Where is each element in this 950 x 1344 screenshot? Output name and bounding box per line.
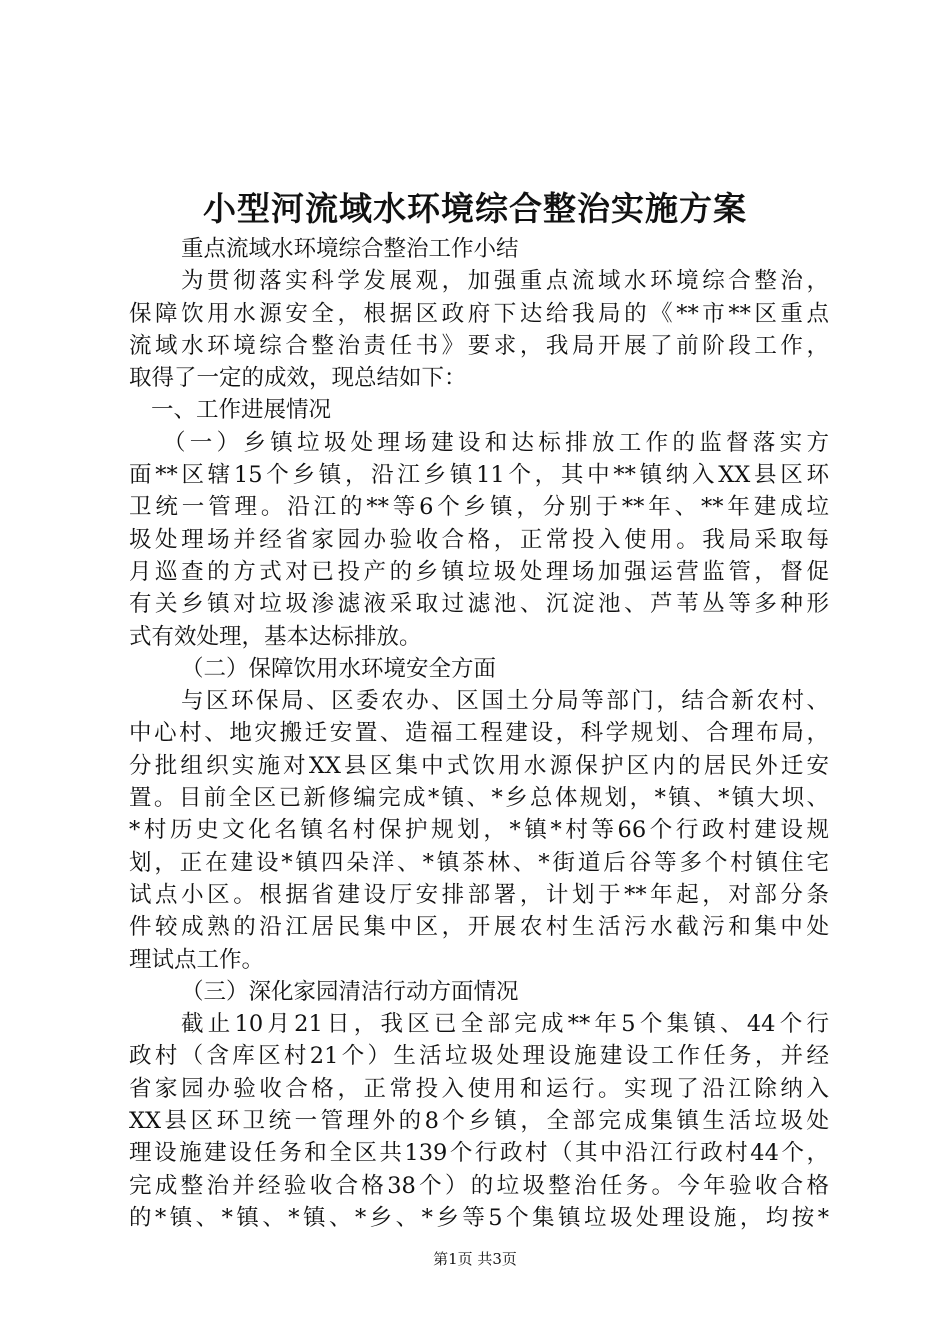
paragraph-line: 取得了一定的成效，现总结如下：	[129, 365, 467, 392]
paragraph-line: 为贯彻落实科学发展观，加强重点流域水环境综合整治，	[181, 268, 829, 295]
paragraph-line: 的*镇、*镇、*镇、*乡、*乡等5个集镇垃圾处理设施，均按*	[129, 1204, 829, 1231]
paragraph-line: 理试点工作。	[129, 946, 265, 973]
paragraph-line: 卫统一管理。沿江的**等6个乡镇，分别于**年、**年建成垃	[129, 494, 829, 521]
document-title: 小型河流域水环境综合整治实施方案	[203, 189, 747, 228]
paragraph-line: （一）乡镇垃圾处理场建设和达标排放工作的监督落实方	[163, 429, 829, 456]
paragraph-line: 分批组织实施对XX县区集中式饮用水源保护区内的居民外迁安	[129, 752, 829, 779]
paragraph-line: 保障饮用水源安全，根据区政府下达给我局的《**市**区重点	[129, 300, 829, 327]
section-heading: 一、工作进展情况	[151, 397, 332, 424]
paragraph-line: 有关乡镇对垃圾渗滤液采取过滤池、沉淀池、芦苇丛等多种形	[129, 591, 829, 618]
paragraph-line: 与区环保局、区委农办、区国土分局等部门，结合新农村、	[181, 688, 829, 715]
paragraph-line: 省家园办验收合格，正常投入使用和运行。实现了沿江除纳入	[129, 1075, 829, 1102]
paragraph-line: XX县区环卫统一管理外的8个乡镇，全部完成集镇生活垃圾处	[129, 1108, 829, 1135]
subsection-heading: （二）保障饮用水环境安全方面	[181, 655, 497, 682]
paragraph-line: 流域水环境综合整治责任书》要求，我局开展了前阶段工作，	[129, 332, 829, 359]
paragraph-line: 试点小区。根据省建设厅安排部署，计划于**年起，对部分条	[129, 881, 829, 908]
paragraph-line: 中心村、地灾搬迁安置、造福工程建设，科学规划、合理布局，	[129, 720, 829, 747]
paragraph-line: 件较成熟的沿江居民集中区，开展农村生活污水截污和集中处	[129, 914, 829, 941]
paragraph-line: 置。目前全区已新修编完成*镇、*乡总体规划，*镇、*镇大坝、	[129, 785, 829, 812]
paragraph-line: 政村（含库区村21个）生活垃圾处理设施建设工作任务，并经	[129, 1043, 829, 1070]
paragraph-line: 截止10月21日，我区已全部完成**年5个集镇、44个行	[181, 1011, 829, 1038]
paragraph-line: 式有效处理，基本达标排放。	[129, 623, 422, 650]
document-body	[129, 233, 829, 1234]
paragraph-line: 圾处理场并经省家园办验收合格，正常投入使用。我局采取每	[129, 526, 829, 553]
paragraph-line: 划，正在建设*镇四朵洋、*镇茶林、*街道后谷等多个村镇住宅	[129, 849, 829, 876]
paragraph-line: 月巡查的方式对已投产的乡镇垃圾处理场加强运营监管，督促	[129, 558, 829, 585]
page-footer: 第1页 共3页	[433, 1250, 517, 1268]
paragraph-line: 面**区辖15个乡镇，沿江乡镇11个，其中**镇纳入XX县区环	[129, 462, 829, 489]
paragraph-line: *村历史文化名镇名村保护规划，*镇*村等66个行政村建设规	[129, 817, 829, 844]
paragraph-line: 理设施建设任务和全区共139个行政村（其中沿江行政村44个，	[129, 1140, 829, 1167]
paragraph-line: 完成整治并经验收合格38个）的垃圾整治任务。今年验收合格	[129, 1172, 829, 1199]
subsection-heading: （三）深化家园清洁行动方面情况	[181, 978, 519, 1005]
subtitle-line: 重点流域水环境综合整治工作小结	[181, 236, 519, 262]
